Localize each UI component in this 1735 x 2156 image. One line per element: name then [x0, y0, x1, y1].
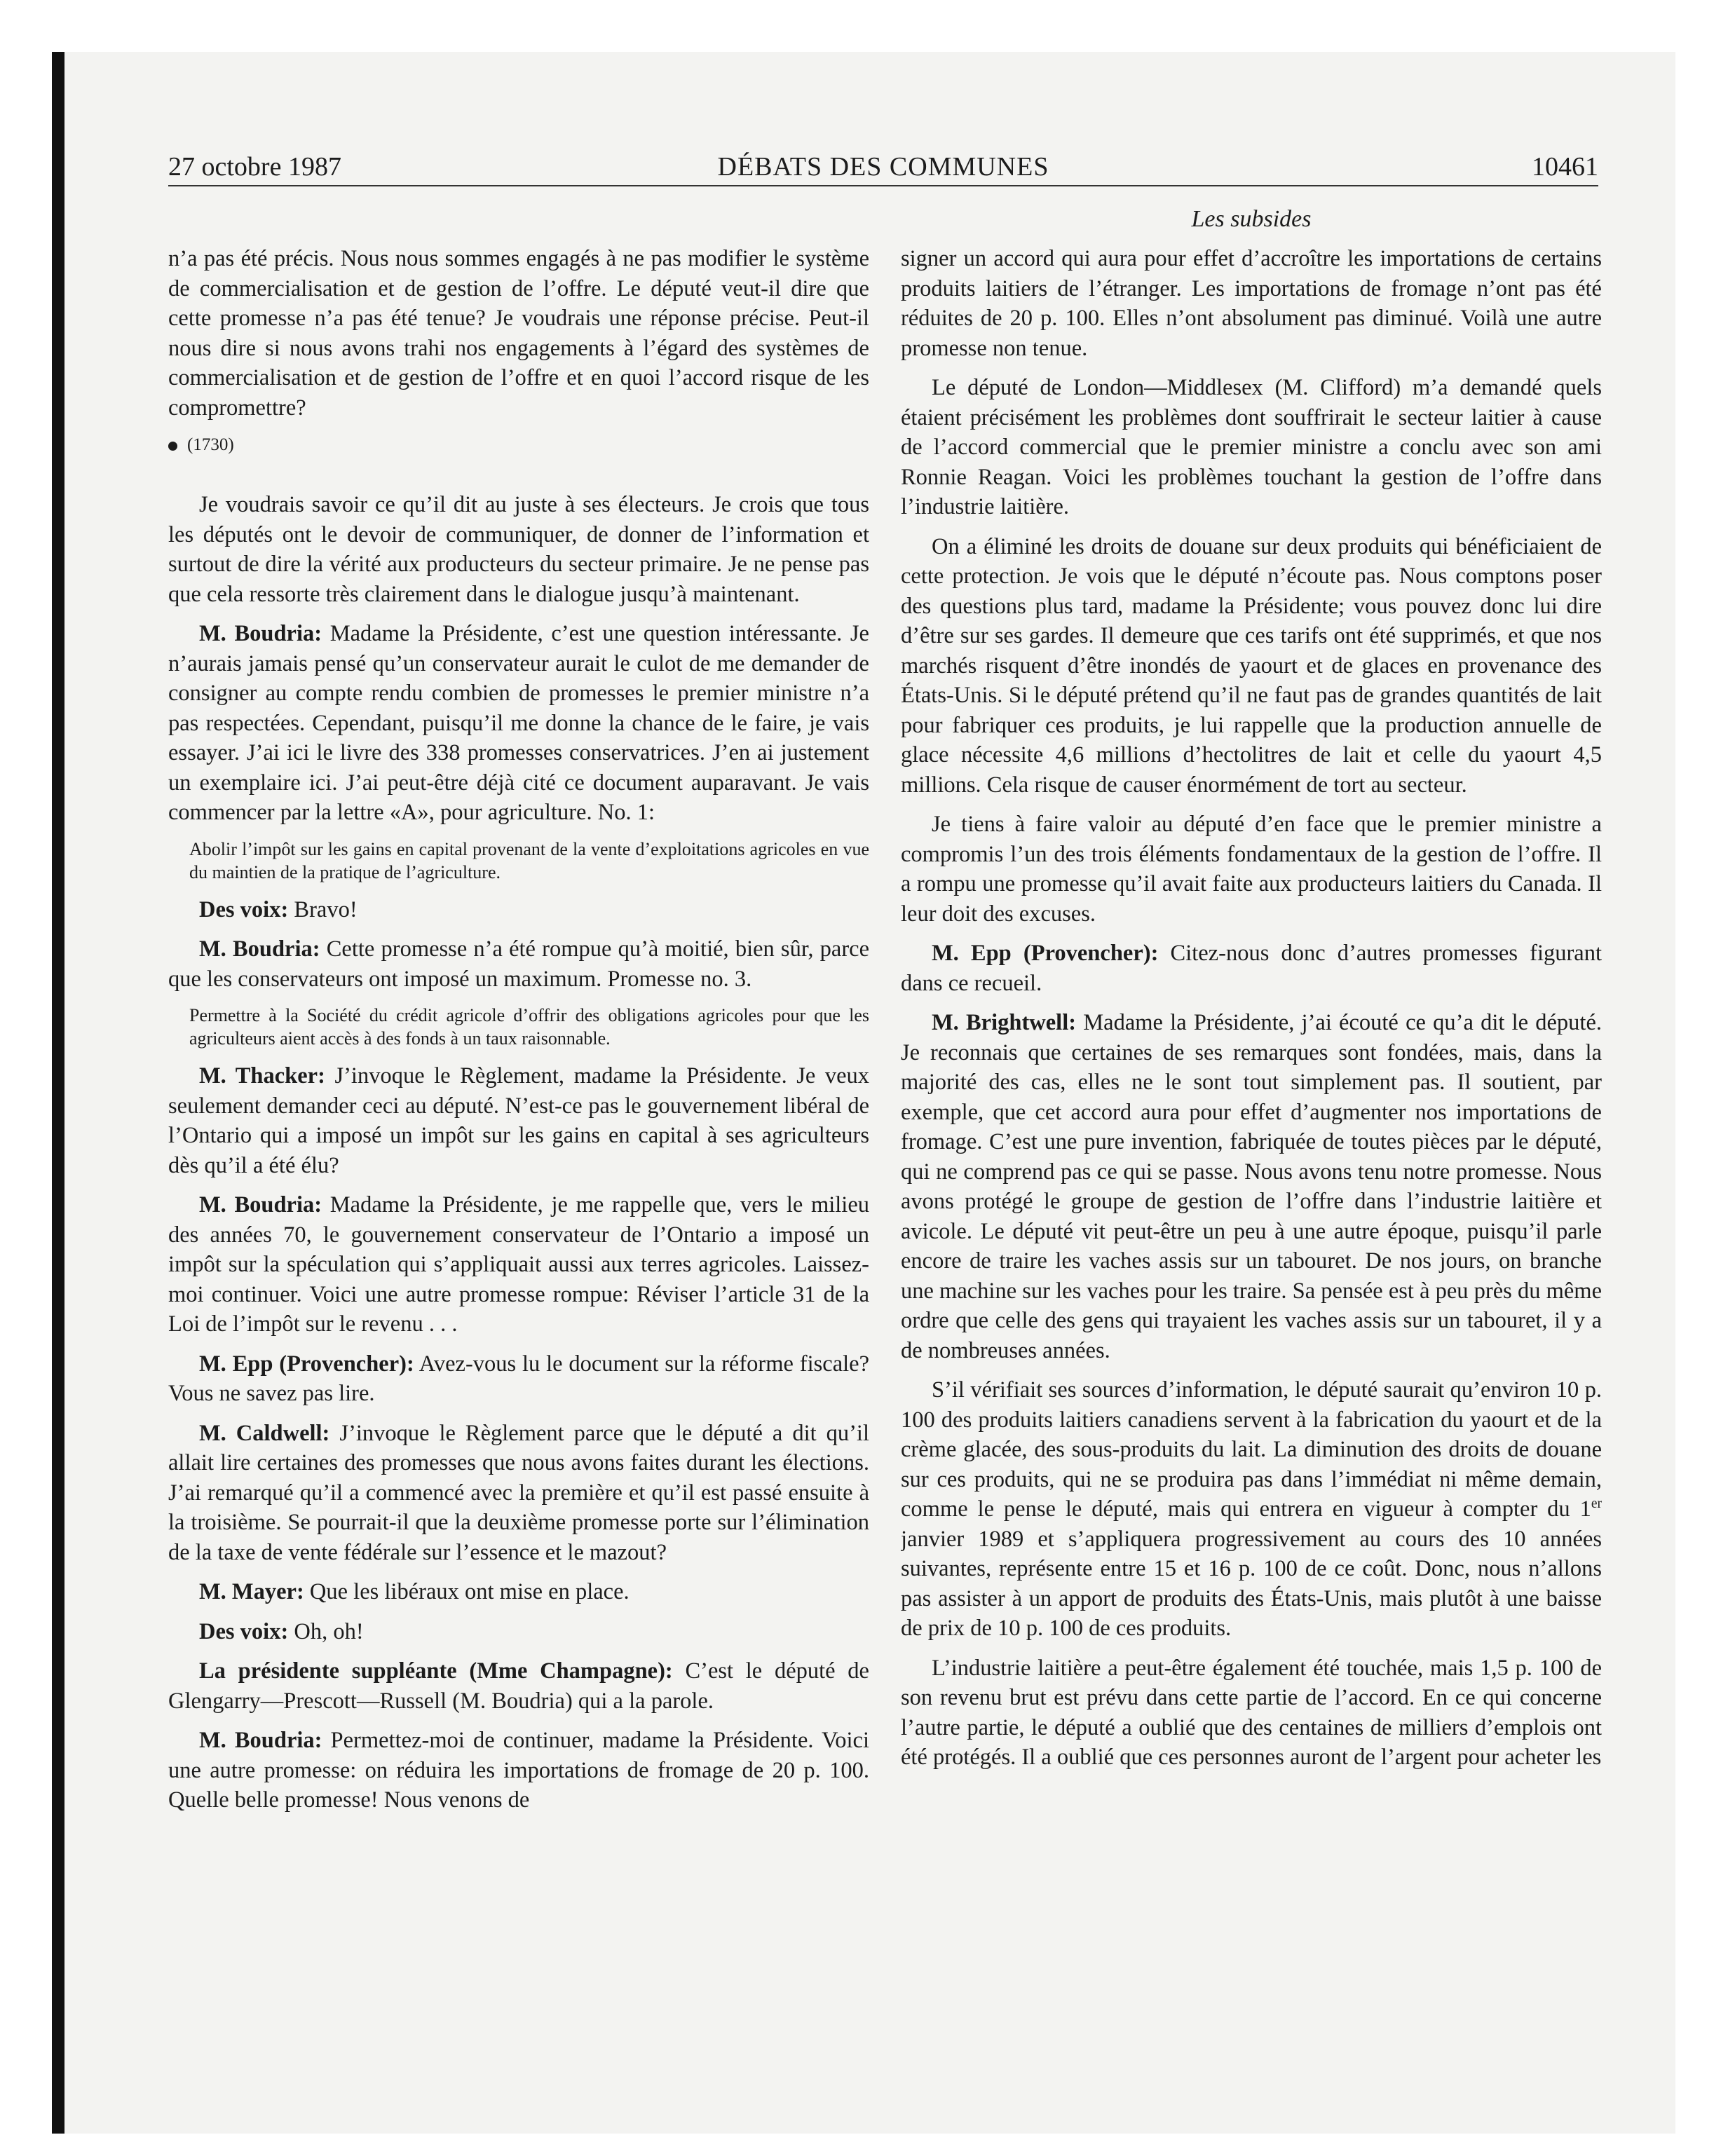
speech-text: Madame la Présidente, je me rappelle que, vers le milieu des années 70, le gouvernement conservateur de l’Ontario a imposé un impôt sur la spéculation qui s’appliquait aussi aux terres agricoles. Laissez-moi continuer. Voici une autre promesse rompue: Réviser l’article 31 de la Loi de l’impôt sur le revenu . . .	[168, 1192, 869, 1337]
speaker-name: M. Mayer:	[199, 1579, 304, 1604]
left-column	[168, 244, 869, 2108]
header-title: DÉBATS DES COMMUNES	[717, 152, 1049, 182]
bullet-dot-icon	[168, 442, 177, 451]
speech	[901, 939, 1602, 998]
speech	[901, 1008, 1602, 1365]
speech-text: Permettez-moi de continuer, madame la Présidente. Voici une autre promesse: on réduira les importations de fromage de 20 p. 100. Quelle belle promesse! Nous venons de	[168, 1728, 869, 1813]
speaker-name: M. Boudria:	[199, 621, 322, 646]
speaker-name: M. Boudria:	[199, 936, 320, 962]
speech	[168, 1349, 869, 1409]
paragraph: Je voudrais savoir ce qu’il dit au juste à ses électeurs. Je crois que tous les députés ont le devoir de communiquer, de donner de l’information et surtout de dire la vérité aux producteurs du secteur primaire. Je ne pense pas que cela ressorte très clairement dans le dialogue jusqu’à maintenant.	[168, 492, 869, 607]
header-date: 27 octobre 1987	[168, 152, 341, 182]
speech	[168, 619, 869, 828]
speech-text: Cette promesse n’a été rompue qu’à moitié, bien sûr, parce que les conservateurs ont imposé un maximum. Promesse no. 3.	[168, 936, 869, 992]
paragraph: Je tiens à faire valoir au député d’en face que le premier ministre a compromis l’un des trois éléments fondamentaux de la gestion de l’offre. Il a rompu une promesse qu’il avait faite aux producteurs laitiers du Canada. Il leur doit des excuses.	[901, 812, 1602, 927]
speech	[168, 1419, 869, 1568]
speaker-name: M. Epp (Provencher):	[199, 1351, 414, 1377]
speech	[168, 934, 869, 994]
speech-text: J’invoque le Règlement parce que le député a dit qu’il allait lire certaines des promesses que nous avons faites durant les élections. J’ai remarqué qu’il a commencé avec la première et qu’il est passé ensuite à la troisième. Se pourrait-il que la deuxième promesse porte sur l’élimination de la taxe de vente fédérale sur l’essence et le mazout?	[168, 1420, 869, 1565]
time-marker-text: (1730)	[187, 435, 234, 454]
block-quote: Permettre à la Société du crédit agricole d’offrir des obligations agricoles pour que les agriculteurs aient accès à des fonds à un taux raisonnable.	[189, 1005, 869, 1049]
speaker-name: Des voix:	[199, 1618, 289, 1644]
paragraph: On a éliminé les droits de douane sur deux produits qui bénéficiaient de cette protection. Je vois que le député n’écoute pas. Nous comptons poser des questions plus tard, madame la Présidente; vous pouvez donc lui dire d’être sur ses gardes. Il demeure que ces tarifs ont été supprimés, et que nos marchés risquent d’être inondés de yaourt et de glaces en provenance des États-Unis. Si le député prétend qu’il ne faut pas de grandes quantités de lait pour fabriquer ces produits, je lui rappelle que la production annuelle de glace nécessite 4,6 millions d’hectolitres de lait et celle du yaourt 4,5 millions. Cela risque de causer énormément de tort au secteur.	[901, 533, 1602, 798]
paragraph: signer un accord qui aura pour effet d’accroître les importations de certains produits laitiers de l’étranger. Les importations de fromage n’ont pas été réduites de 20 p. 100. Elles n’ont absolument pas diminué. Voilà une autre promesse non tenue.	[901, 246, 1602, 361]
speaker-name: M. Brightwell:	[932, 1010, 1077, 1035]
speaker-name: M. Boudria:	[199, 1192, 322, 1217]
speech	[168, 1617, 869, 1647]
speech	[168, 895, 869, 925]
speech	[168, 1061, 869, 1180]
paragraph	[901, 1375, 1602, 1644]
speech-text: Avez-vous lu le document sur la réforme fiscale? Vous ne savez pas lire.	[168, 1351, 869, 1406]
paragraph-text: S’il vérifiait ses sources d’information, le député saurait qu’environ 10 p. 100 des produits laitiers canadiens servent à la fabrication du yaourt et de la crème glacée, des sous-produits du lait. La diminution des droits de douane sur ces produits, qui ne se produira pas dans l’immédiat ni même demain, comme le pense le député, mais qui entrera en vigueur à compter du 1	[901, 1377, 1602, 1522]
header-page-number: 10461	[1532, 152, 1598, 182]
speech-text: J’invoque le Règlement, madame la Présidente. Je veux seulement demander ceci au député. N’est-ce pas le gouvernement libéral de l’Ontario qui a imposé un impôt sur les gains en capital à ses agriculteurs dès qu’il a été élu?	[168, 1063, 869, 1178]
paragraph-text: janvier 1989 et s’appliquera progressivement au cours des 10 années suivantes, représente entre 15 et 16 p. 100 de ce coût. Donc, nous n’allons pas assister à un apport de produits des États-Unis, mais plutôt à une baisse de prix de 10 p. 100 de ces produits.	[901, 1526, 1602, 1641]
running-header	[168, 150, 1598, 186]
speech-text: Bravo!	[288, 896, 358, 922]
speech-text: Madame la Présidente, c’est une question intéressante. Je n’aurais jamais pensé qu’un conservateur aurait le culot de me demander de consigner au compte rendu combien de promesses le premier ministre n’a pas respectées. Cependant, puisqu’il me donne la chance de le faire, je vais essayer. J’ai ici le livre des 338 promesses conservatrices. J’en ai justement un exemplaire ici. J’ai peut-être déjà cité ce document auparavant. Je vais commencer par la lettre «A», pour agriculture. No. 1:	[168, 621, 869, 825]
speaker-name: La présidente suppléante (Mme Champagne):	[199, 1658, 673, 1684]
speech-text: Que les libéraux ont mise en place.	[304, 1579, 630, 1604]
speech-text: Oh, oh!	[288, 1618, 364, 1644]
speaker-name: M. Epp (Provencher):	[932, 941, 1159, 966]
speaker-name: M. Boudria:	[199, 1728, 322, 1753]
time-marker	[168, 432, 869, 458]
speech-text: Madame la Présidente, j’ai écouté ce qu’a dit le député. Je reconnais que certaines de ses remarques sont fondées, mais, dans la majorité des cas, elles ne le sont tout simplement pas. Il soutient, par exemple, que cet accord aura pour effet d’augmenter nos importations de fromage. C’est une pure invention, fabriquée de toutes pièces par le député, qui ne comprend pas ce qui se passe. Nous avons tenu notre promesse. Nous avons protégé le groupe de gestion de l’offre dans l’industrie laitière et avicole. Le député vit peut-être un peu à une autre époque, puisqu’il parle encore de traire les vaches assis sur un tabouret. De nos jours, on branche une machine sur les vaches pour les traire. Sa pensée est à peu près du même ordre que celle des gens qui trayaient les vaches assis sur un tabouret, il y a de nombreuses années.	[901, 1010, 1602, 1363]
speech-text: Citez-nous donc d’autres promesses figurant dans ce recueil.	[901, 941, 1602, 996]
right-column	[901, 244, 1602, 2108]
speaker-name: Des voix:	[199, 896, 289, 922]
section-title: Les subsides	[1191, 206, 1312, 232]
block-quote: Abolir l’impôt sur les gains en capital provenant de la vente d’exploitations agricoles en vue du maintien de la pratique de l’agriculture.	[189, 838, 869, 882]
scan-edge	[52, 52, 64, 2134]
speech-text: C’est le député de Glengarry—Prescott—Russell (M. Boudria) qui a la parole.	[168, 1658, 869, 1714]
speech	[168, 1656, 869, 1716]
speaker-name: M. Thacker:	[199, 1063, 325, 1089]
superscript: er	[1591, 1496, 1602, 1512]
paragraph: n’a pas été précis. Nous nous sommes engagés à ne pas modifier le système de commercialisation et de gestion de l’offre. Le député veut-il dire que cette promesse n’a pas été tenue? Je voudrais une réponse précise. Peut-il nous dire si nous avons trahi nos engagements à l’égard des systèmes de commercialisation et de gestion de l’offre et en quoi l’accord risque de les compromettre?	[168, 246, 869, 421]
paragraph: Le député de London—Middlesex (M. Clifford) m’a demandé quels étaient précisément les problèmes dont souffrirait le secteur laitier à cause de l’accord commercial que le premier ministre a conclu avec son ami Ronnie Reagan. Voici les problèmes touchant la gestion de l’offre dans l’industrie laitière.	[901, 375, 1602, 519]
speaker-name: M. Caldwell:	[199, 1420, 330, 1446]
speech	[168, 1577, 869, 1607]
speech	[168, 1190, 869, 1339]
speech	[168, 1726, 869, 1815]
paragraph: L’industrie laitière a peut-être également été touchée, mais 1,5 p. 100 de son revenu brut est prévu dans cette partie de l’accord. En ce qui concerne l’autre partie, le député a oublié que des centaines de milliers d’emplois ont été protégés. Il a oublié que ces personnes auront de l’argent pour acheter les	[901, 1655, 1602, 1770]
